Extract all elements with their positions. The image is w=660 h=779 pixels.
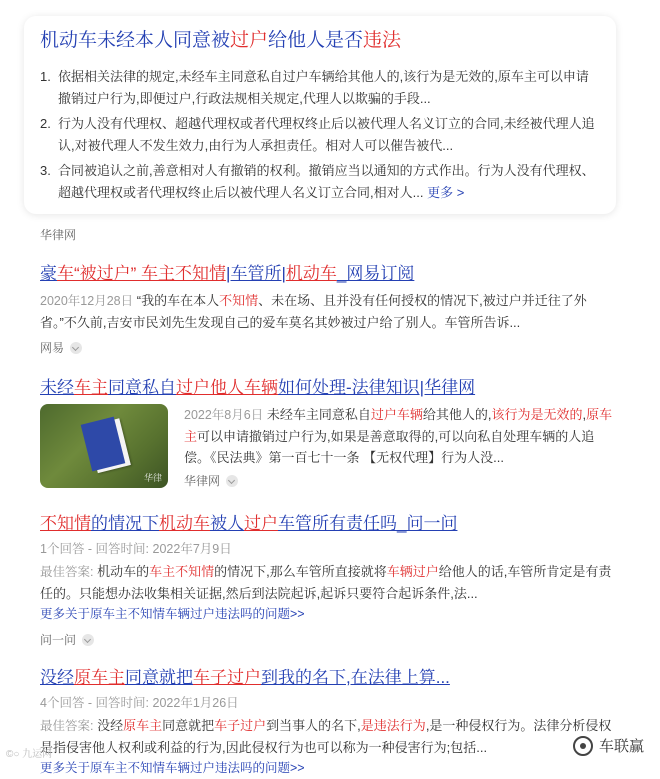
chevron-down-icon[interactable] xyxy=(226,475,238,487)
featured-answer-card xyxy=(24,16,616,214)
result-title[interactable]: 没经原车主同意就把车子过户到我的名下,在法律上算... xyxy=(40,668,450,687)
result-thumbnail[interactable] xyxy=(40,404,168,488)
result-snippet: 最佳答案: 没经原车主同意就把车子过户到当事人的名下,是违法行为,是一种侵权行为。法律分析侵权是指侵害他人权利或利益的行为,因此侵权行为也可以称为一种侵害行为;包括... xyxy=(40,718,612,755)
result-source[interactable]: 问一问 xyxy=(40,631,620,648)
featured-item: 3. 合同被追认之前,善意相对人有撤销的权利。撤销应当以通知的方式作出。行为人没有代理权、超越代理权或者代理权终止后以被代理人名义订立合同,相对人... 更多 > xyxy=(40,163,595,200)
featured-list xyxy=(40,66,600,204)
search-result xyxy=(40,376,620,488)
book-image xyxy=(81,417,126,472)
more-questions-link[interactable]: 更多关于原车主不知情车辆过户违法吗的问题>> xyxy=(40,761,305,775)
result-title[interactable]: 豪车“被过户” 车主不知情|车管所|机动车_网易订阅 xyxy=(40,264,415,283)
result-snippet: 最佳答案: 机动车的车主不知情的情况下,那么车管所直接就将车辆过户给他人的话,车管所肯定是有责任的。只能想办法收集相关证据,然后到法院起诉,起诉只要符合起诉条件,法... xyxy=(40,564,612,601)
featured-item: 2. 行为人没有代理权、超越代理权或者代理权终止后以被代理人名义订立的合同,未经被代理人追认,对被代理人不发生效力,由行为人承担责任。相对人可以催告被代... xyxy=(40,116,595,153)
result-meta: 4个回答 - 回答时间: 2022年1月26日 xyxy=(40,696,239,710)
watermark: 车联赢 xyxy=(567,733,650,758)
search-result xyxy=(40,262,620,356)
result-source[interactable]: 网易 xyxy=(40,339,620,356)
bottom-left-watermark: ©○ 九运网 xyxy=(6,749,53,760)
result-title[interactable]: 不知情的情况下机动车被人过户车管所有责任吗_问一问 xyxy=(40,514,458,533)
featured-source[interactable]: 华律网 xyxy=(40,228,77,242)
result-title[interactable]: 未经车主同意私自过户他人车辆如何处理-法律知识|华律网 xyxy=(40,378,476,397)
featured-item: 1. 依据相关法律的规定,未经车主同意私自过户车辆给其他人的,该行为是无效的,原车主可以申请撤销过户行为,即便过户,行政法规相关规定,代理人以欺骗的手段... xyxy=(40,69,589,106)
result-snippet: 2022年8月6日 未经车主同意私自过户车辆给其他人的,该行为是无效的,原车主可以申请撤销过户行为,如果是善意取得的,可以向私自处理车辆的人追偿。《民法典》第一百七十一条 【无权代理】行为人没... xyxy=(184,407,613,465)
result-snippet: 2020年12月28日 “我的车在本人不知情、未在场、且并没有任何授权的情况下,被过户并迁往了外省。”不久前,吉安市民刘先生发现自己的爱车莫名其妙被过户给了别人。车管所告诉... xyxy=(40,293,587,330)
chevron-down-icon[interactable] xyxy=(70,342,82,354)
featured-title[interactable]: 机动车未经本人同意被过户给他人是否违法 xyxy=(40,30,402,51)
result-meta: 1个回答 - 回答时间: 2022年7月9日 xyxy=(40,542,232,556)
search-result xyxy=(40,666,620,779)
wechat-logo-icon xyxy=(573,736,593,756)
search-result xyxy=(40,512,620,648)
more-link[interactable]: 更多 > xyxy=(427,185,465,200)
more-questions-link[interactable]: 更多关于原车主不知情车辆过户违法吗的问题>> xyxy=(40,607,305,621)
result-source[interactable]: 华律网 xyxy=(184,472,620,489)
thumbnail-watermark: 华律 xyxy=(143,473,162,483)
chevron-down-icon[interactable] xyxy=(82,634,94,646)
